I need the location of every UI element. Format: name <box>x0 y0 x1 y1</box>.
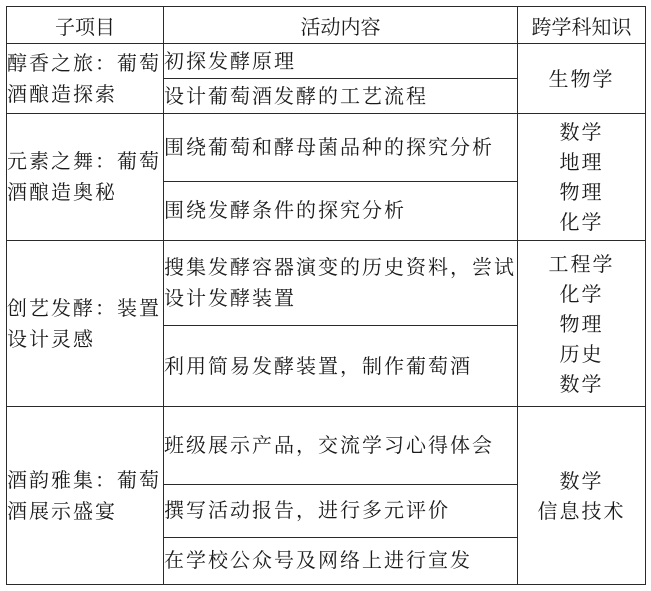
header-activity: 活动内容 <box>164 7 518 44</box>
knowledge-item: 化学 <box>559 210 604 235</box>
knowledge-cell <box>518 407 646 585</box>
knowledge-item: 生物学 <box>548 66 615 91</box>
activity-cell: 搜集发酵容器演变的历史资料，尝试设计发酵装置 <box>164 240 518 325</box>
table-row <box>7 407 646 484</box>
knowledge-item: 历史 <box>559 341 604 366</box>
activity-cell: 撰写活动报告，进行多元评价 <box>164 484 518 537</box>
table-row <box>7 114 646 181</box>
knowledge-item: 物理 <box>559 311 604 336</box>
activity-table <box>6 6 646 585</box>
header-row <box>7 7 646 44</box>
activity-cell: 围绕发酵条件的探究分析 <box>164 181 518 240</box>
knowledge-cell <box>518 240 646 407</box>
knowledge-item: 物理 <box>559 180 604 205</box>
activity-cell: 围绕葡萄和酵母菌品种的探究分析 <box>164 114 518 181</box>
knowledge-item: 数学 <box>559 468 604 493</box>
knowledge-item: 数学 <box>559 371 604 396</box>
knowledge-item: 信息技术 <box>537 498 626 523</box>
activity-cell: 利用简易发酵装置，制作葡萄酒 <box>164 326 518 407</box>
knowledge-item: 化学 <box>559 281 604 306</box>
sub-project-cell: 创艺发酵：装置设计灵感 <box>7 240 164 407</box>
activity-cell: 设计葡萄酒发酵的工艺流程 <box>164 79 518 114</box>
sub-project-cell: 醇香之旅：葡萄酒酿造探索 <box>7 44 164 114</box>
knowledge-cell <box>518 44 646 114</box>
sub-project-cell: 酒韵雅集：葡萄酒展示盛宴 <box>7 407 164 585</box>
header-knowledge: 跨学科知识 <box>518 7 646 44</box>
knowledge-cell <box>518 114 646 240</box>
sub-project-cell: 元素之舞：葡萄酒酿造奥秘 <box>7 114 164 240</box>
activity-cell: 在学校公众号及网络上进行宣发 <box>164 537 518 584</box>
knowledge-item: 数学 <box>559 120 604 145</box>
table-row <box>7 44 646 79</box>
header-sub-project: 子项目 <box>7 7 164 44</box>
table-row <box>7 240 646 325</box>
activity-cell: 初探发酵原理 <box>164 44 518 79</box>
activity-cell: 班级展示产品，交流学习心得体会 <box>164 407 518 484</box>
knowledge-item: 地理 <box>559 150 604 175</box>
knowledge-item: 工程学 <box>548 251 615 276</box>
